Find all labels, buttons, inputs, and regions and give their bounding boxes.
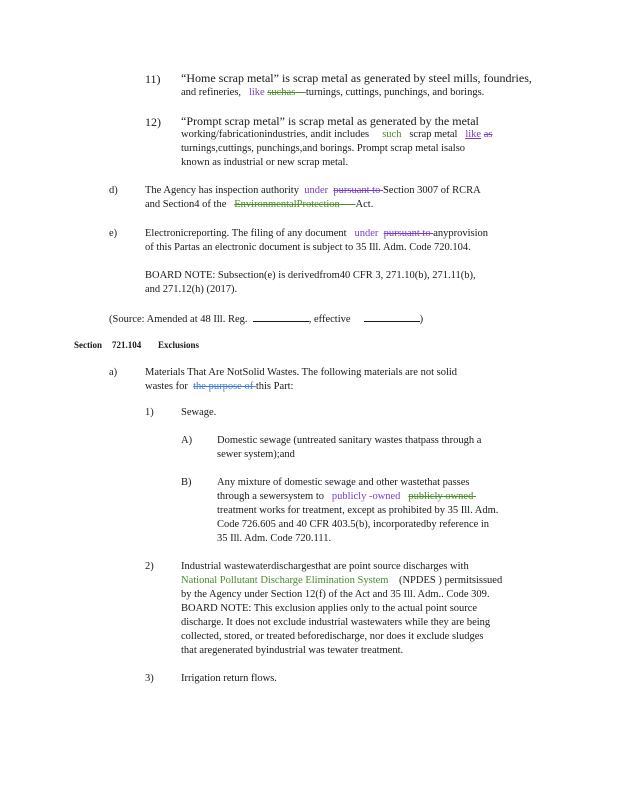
item-e-line-1 bbox=[145, 227, 525, 241]
inserted-text: National Pollutant Discharge Elimination System bbox=[181, 575, 389, 586]
item-12-line-1: “Prompt scrap metal” is scrap metal as generated by the metal bbox=[181, 114, 479, 128]
item-11-number: 11) bbox=[145, 72, 161, 86]
subsection-a-text bbox=[145, 366, 525, 394]
item-1B-line-1: Any mixture of domestic sewage and other wastethat passes bbox=[217, 477, 470, 488]
inserted-text: publicly -owned bbox=[331, 491, 401, 502]
source-note bbox=[109, 310, 423, 327]
item-1B-line-2 bbox=[217, 490, 537, 504]
source-start: (Source: Amended at 48 Ill. Reg. bbox=[109, 314, 248, 325]
section-title: Exclusions bbox=[158, 340, 200, 350]
item-3-text: Irrigation return flows. bbox=[181, 673, 277, 684]
source-line bbox=[109, 310, 423, 327]
item-2-text bbox=[181, 560, 541, 658]
deleted-text: the purpose of bbox=[193, 381, 254, 392]
subsection-a-line-1: Materials That Are NotSolid Wastes. The following materials are not solid bbox=[145, 367, 458, 378]
source-end: ) bbox=[419, 314, 424, 325]
item-1B-text bbox=[217, 476, 537, 546]
blank-line bbox=[253, 310, 309, 322]
item-2-line-1: Industrial wastewaterdischargesthat are point source discharges with bbox=[181, 561, 469, 572]
item-11-line-2-end: turnings, cuttings, punchings, and borings. bbox=[305, 87, 485, 98]
item-e-line-1-end: anyprovision bbox=[433, 228, 489, 239]
deleted-text: pursuant to bbox=[333, 185, 381, 196]
item-e-label: e) bbox=[109, 228, 118, 239]
subsection-a-line-2-start: wastes for bbox=[145, 381, 188, 392]
item-12-line-4: known as industrial or new scrap metal. bbox=[181, 157, 349, 168]
item-12-line-2 bbox=[181, 128, 521, 142]
item-d-line-2 bbox=[145, 198, 525, 212]
subsection-a-line-2 bbox=[145, 380, 525, 394]
item-12-text bbox=[181, 114, 521, 170]
item-1B-line-4: Code 726.605 and 40 CFR 403.5(b), incorporatedby reference in bbox=[217, 519, 490, 530]
item-12-number: 12) bbox=[145, 115, 161, 129]
item-1-number: 1) bbox=[145, 407, 154, 418]
section-label: Section bbox=[74, 340, 102, 350]
item-e-line-2: of this Partas an electronic document is subject to 35 Ill. Adm. Code 720.104. bbox=[145, 242, 471, 253]
item-2-line-2 bbox=[181, 574, 541, 588]
item-12-line-2-mid: scrap metal bbox=[409, 129, 458, 140]
deleted-text: pursuant to bbox=[383, 228, 431, 239]
item-d-label: d) bbox=[109, 185, 118, 196]
blank-line bbox=[364, 310, 420, 322]
item-1B-line-5: 35 Ill. Adm. Code 720.111. bbox=[217, 533, 332, 544]
subsection-a-line-2-end: this Part: bbox=[255, 381, 294, 392]
item-11-line-2-start: and refineries, bbox=[181, 87, 242, 98]
item-d-line-1-end: Section 3007 of RCRA bbox=[382, 185, 481, 196]
item-2-line-7: that aregenerated byindustrial was tewater treatment. bbox=[181, 645, 404, 656]
section-number: 721.104 bbox=[112, 340, 142, 350]
item-1B-line-2-start: through a sewersystem to bbox=[217, 491, 325, 502]
item-2-line-5: discharge. It does not exclude industrial wastewaters while they are being bbox=[181, 617, 491, 628]
item-e-text bbox=[145, 227, 525, 297]
board-note-line-1: BOARD NOTE: Subsection(e) is derivedfrom40 CFR 3, 271.10(b), 271.11(b), bbox=[145, 270, 476, 281]
subsection-a-label: a) bbox=[109, 367, 118, 378]
deleted-text: publicly owned bbox=[408, 491, 474, 502]
deleted-text: EnvironmentalProtection bbox=[234, 199, 340, 210]
item-1A-label: A) bbox=[181, 435, 193, 446]
inserted-text: such bbox=[382, 129, 402, 140]
inserted-text: like bbox=[248, 87, 265, 98]
item-11-line-1: “Home scrap metal” is scrap metal as generated by steel mills, foundries, bbox=[181, 71, 532, 85]
item-2-line-4: BOARD NOTE: This exclusion applies only to the actual point source bbox=[181, 603, 478, 614]
item-12-line-2-start: working/fabricationindustries, andit includes bbox=[181, 129, 370, 140]
item-2-line-6: collected, stored, or treated beforedischarge, nor does it exclude sludges bbox=[181, 631, 484, 642]
inserted-text: under bbox=[354, 228, 379, 239]
deleted-text: as bbox=[483, 129, 493, 140]
item-3-number: 3) bbox=[145, 673, 154, 684]
item-2-line-2-end: (NPDES ) permitsissued bbox=[398, 575, 503, 586]
item-1B-line-3: treatment works for treatment, except as prohibited by 35 Ill. Adm. bbox=[217, 505, 499, 516]
item-1A-text bbox=[217, 434, 527, 462]
item-1B-label: B) bbox=[181, 477, 192, 488]
item-d-line-2-start: and Section4 of the bbox=[145, 199, 227, 210]
item-1A-line-1: Domestic sewage (untreated sanitary wastes thatpass through a bbox=[217, 435, 482, 446]
item-11-line-2 bbox=[181, 86, 531, 100]
board-note-line-2: and 271.12(h) (2017). bbox=[145, 284, 238, 295]
deleted-text: suchas bbox=[267, 87, 296, 98]
item-1-text: Sewage. bbox=[181, 407, 217, 418]
item-11-text bbox=[181, 71, 531, 100]
item-d-line-1-start: The Agency has inspection authority bbox=[145, 185, 299, 196]
item-e-line-1-start: Electronicreporting. The filing of any document bbox=[145, 228, 347, 239]
item-2-number: 2) bbox=[145, 561, 154, 572]
item-d-text bbox=[145, 184, 525, 212]
inserted-text: like bbox=[465, 129, 482, 140]
source-mid: , effective bbox=[308, 314, 351, 325]
item-12-line-3: turnings,cuttings, punchings,and borings. Prompt scrap metal isalso bbox=[181, 143, 466, 154]
item-d-line-1 bbox=[145, 184, 525, 198]
inserted-text: under bbox=[304, 185, 329, 196]
item-2-line-3: by the Agency under Section 12(f) of the Act and 35 Ill. Adm.. Code 309. bbox=[181, 589, 490, 600]
item-d-line-2-end: Act. bbox=[355, 199, 374, 210]
item-1A-line-2: sewer system);and bbox=[217, 449, 295, 460]
